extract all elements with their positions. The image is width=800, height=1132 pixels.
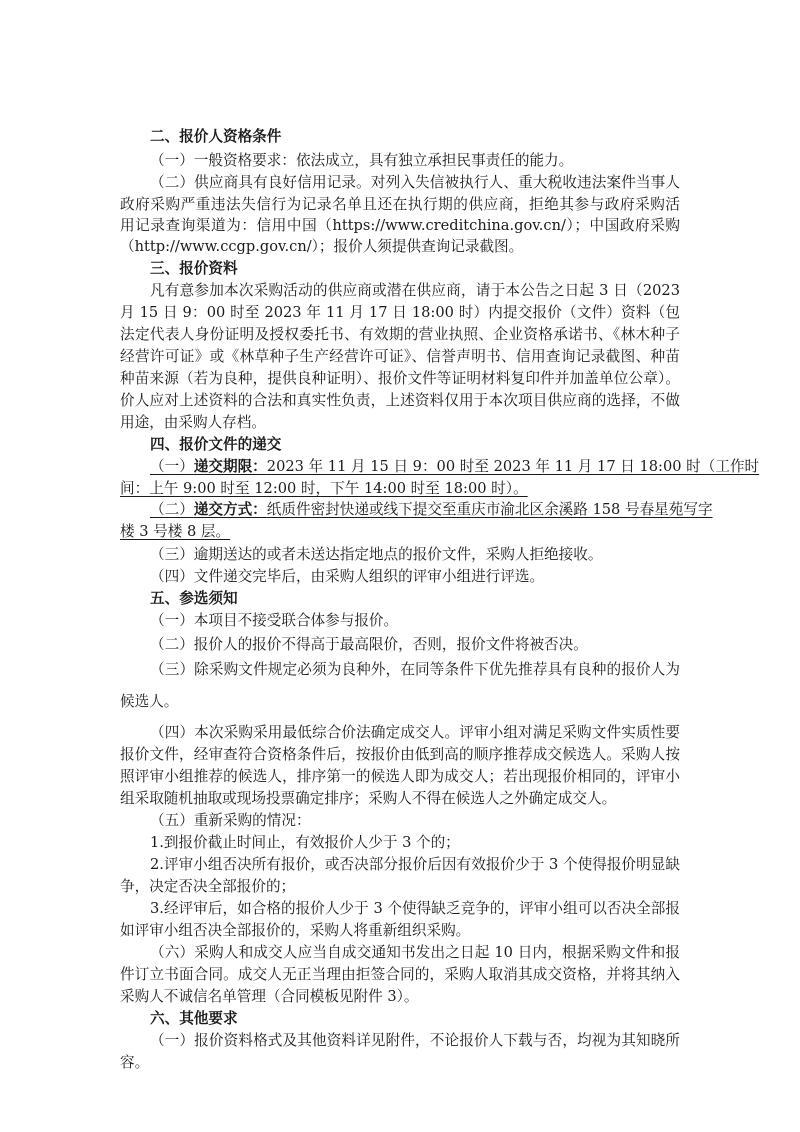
paragraph-line: （http://www.ccgp.gov.cn/）；报价人须提供查询记录截图。 [120, 238, 524, 255]
paragraph-line: 组采取随机抽取或现场投票确定排序；采购人不得在候选人之外确定成交人。 [120, 790, 617, 807]
paragraph-line: （一）报价资料格式及其他资料详见附件，不论报价人下载与否，均视为其知晓所 [150, 1032, 680, 1049]
submission-deadline-line [150, 457, 759, 477]
section-heading-qualification: 二、报价人资格条件 [150, 128, 282, 145]
paragraph-line: 间：上午 9:00 时至 12:00 时，下午 14:00 时至 18:00 时）。 [120, 480, 528, 497]
paragraph-line: 1.到报价截止时间止，有效报价人少于 3 个的； [150, 834, 460, 851]
paragraph-line: 价人应对上述资料的合法和真实性负责，上述资料仅用于本次项目供应商的选择，不做 [120, 392, 680, 409]
paragraph-line: （三）逾期送达的或者未送达指定地点的报价文件，采购人拒绝接收。 [150, 546, 603, 563]
section-heading-other: 六、其他要求 [150, 1010, 238, 1027]
paragraph-line: 3.经评审后，如合格的报价人少于 3 个使得缺乏竞争的，评审小组可以否决全部报 [150, 900, 680, 917]
clause-number: （二） [150, 501, 194, 518]
paragraph-line: 月 15 日 9：00 时至 2023 年 11 月 17 日 18:00 时）内提交报价（文件）资料（包 [120, 304, 680, 321]
paragraph-line: 用途，由采购人存档。 [120, 414, 266, 431]
paragraph-line: 凡有意参加本次采购活动的供应商或潜在供应商，请于本公告之日起 3 日（2023 [150, 282, 680, 299]
section-heading-notice: 五、参选须知 [150, 590, 238, 607]
paragraph-line: 件订立书面合同。成交人无正当理由拒签合同的，采购人取消其成交资格，并将其纳入 [120, 966, 680, 983]
paragraph-line: 政府采购严重违法失信行为记录名单且还在执行期的供应商，拒绝其参与政府采购活 [120, 196, 680, 213]
submission-method-line [150, 500, 713, 520]
paragraph-line: （二）报价人的报价不得高于最高限价，否则，报价文件将被否决。 [150, 636, 588, 653]
paragraph-line: 种苗来源（若为良种，提供良种证明）、报价文件等证明材料复印件并加盖单位公章）。 [120, 370, 680, 387]
deadline-label: 递交期限： [193, 458, 267, 475]
paragraph-line: （二）供应商具有良好信用记录。对列入失信被执行人、重大税收违法案件当事人 [150, 174, 680, 191]
paragraph-line: 2.评审小组否决所有报价，或否决部分报价后因有效报价少于 3 个使得报价明显缺 [150, 856, 680, 873]
section-heading-submission: 四、报价文件的递交 [150, 436, 282, 453]
method-label: 递交方式： [193, 501, 267, 518]
paragraph-line: （三）除采购文件规定必须为良种外，在同等条件下优先推荐具有良种的报价人为 [150, 661, 680, 678]
paragraph-line: 经营许可证》或《林草种子生产经营许可证》、信誉声明书、信用查询记录截图、种苗 [120, 348, 680, 365]
paragraph-line: 法定代表人身份证明及授权委托书、有效期的营业执照、企业资格承诺书、《林木种子 [120, 326, 680, 343]
paragraph-line: 如评审小组否决全部报价的，采购人将重新组织采购。 [120, 922, 471, 939]
paragraph-line: （五）重新采购的情况： [150, 812, 311, 829]
paragraph-line: （六）采购人和成交人应当自成交通知书发出之日起 10 日内，根据采购文件和报 [150, 944, 680, 961]
section-heading-materials: 三、报价资料 [150, 260, 238, 277]
paragraph-line: 楼 3 号楼 8 层。 [120, 523, 231, 540]
clause-number: （一） [150, 458, 194, 475]
paragraph-line: 争，决定否决全部报价的； [120, 878, 296, 895]
paragraph-line: 候选人。 [120, 693, 179, 710]
paragraph-line: （一）本项目不接受联合体参与报价。 [150, 612, 399, 629]
paragraph-line: 用记录查询渠道为：信用中国（https://www.creditchina.gov.cn/）；中国政府采购 [120, 217, 680, 234]
paragraph-line: 报价文件，经审查符合资格条件后，按报价由低到高的顺序推荐成交候选人。采购人按 [120, 746, 680, 763]
method-text: 纸质件密封快递或线下提交至重庆市渝北区余溪路 158 号春星苑写字 [266, 501, 713, 518]
paragraph-line: （一）一般资格要求：依法成立，具有独立承担民事责任的能力。 [150, 152, 574, 169]
paragraph-line: 容。 [120, 1054, 150, 1071]
paragraph-line: 采购人不诚信名单管理（合同模板见附件 3）。 [120, 988, 419, 1005]
deadline-text: 2023 年 11 月 15 日 9：00 时至 2023 年 11 月 17 日 18:00 时（工作时 [266, 458, 760, 475]
paragraph-line: （四）本次采购采用最低综合价法确定成交人。评审小组对满足采购文件实质性要 [150, 724, 680, 741]
paragraph-line: （四）文件递交完毕后，由采购人组织的评审小组进行评选。 [150, 568, 545, 585]
paragraph-line: 照评审小组推荐的候选人，排序第一的候选人即为成交人；若出现报价相同的，评审小 [120, 768, 680, 785]
